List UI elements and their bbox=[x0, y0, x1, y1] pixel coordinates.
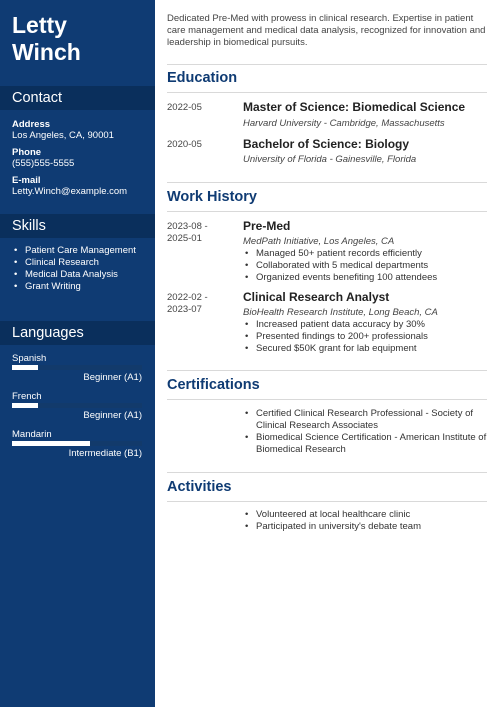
certification-item: • Biomedical Science Certification - American Institute of Biomedical Research bbox=[243, 432, 488, 456]
email-label: E-mail bbox=[12, 175, 41, 186]
job-bullet: • Increased patient data accuracy by 30% bbox=[243, 319, 488, 331]
degree-field: Biomedical Science bbox=[352, 100, 466, 114]
section-divider bbox=[167, 472, 487, 473]
section-divider bbox=[167, 211, 487, 212]
job-company: MedPath Initiative, Los Angeles, CA bbox=[243, 236, 395, 247]
skill-item: • Medical Data Analysis bbox=[12, 269, 147, 281]
skills-list bbox=[12, 245, 147, 293]
job-title: Clinical Research Analyst bbox=[243, 290, 390, 304]
languages-heading: Languages bbox=[0, 321, 155, 345]
section-divider bbox=[167, 399, 487, 400]
email-value[interactable]: Letty.Winch@example.com bbox=[12, 186, 128, 197]
section-divider bbox=[167, 182, 487, 183]
section-divider bbox=[167, 92, 487, 93]
work-date-start: 2022-02 - bbox=[167, 292, 208, 303]
education-school: Harvard University - Cambridge, Massachusetts bbox=[243, 118, 445, 129]
proficiency-fill bbox=[12, 403, 38, 408]
education-degree: Master of Science: Biomedical Science bbox=[243, 100, 466, 114]
certifications-list bbox=[243, 408, 488, 456]
activities-heading: Activities bbox=[167, 479, 232, 495]
work-date-end: 2025-01 bbox=[167, 233, 202, 244]
activity-item: • Participated in university's debate team bbox=[243, 521, 488, 533]
proficiency-fill bbox=[12, 365, 38, 370]
job-bullets bbox=[243, 319, 488, 355]
job-bullets bbox=[243, 248, 488, 284]
language-level: Beginner (A1) bbox=[83, 410, 142, 421]
job-company: BioHealth Research Institute, Long Beach, CA bbox=[243, 307, 438, 318]
language-name: Mandarin bbox=[12, 429, 52, 440]
first-name: Letty bbox=[12, 12, 67, 38]
job-bullet: • Secured $50K grant for lab equipment bbox=[243, 343, 488, 355]
candidate-name bbox=[12, 12, 81, 66]
education-heading: Education bbox=[167, 70, 238, 86]
skill-item: • Patient Care Management bbox=[12, 245, 147, 257]
skill-item: • Grant Writing bbox=[12, 281, 147, 293]
phone-value: (555)555-5555 bbox=[12, 158, 75, 169]
certifications-heading: Certifications bbox=[167, 377, 260, 393]
language-proficiency-bar bbox=[12, 403, 142, 408]
address-label: Address bbox=[12, 119, 51, 130]
language-level: Intermediate (B1) bbox=[68, 448, 142, 459]
work-date-end: 2023-07 bbox=[167, 304, 202, 315]
degree-name: Master of Science bbox=[243, 100, 346, 114]
activities-list bbox=[243, 509, 488, 533]
language-proficiency-bar bbox=[12, 441, 142, 446]
section-divider bbox=[167, 370, 487, 371]
degree-field: Biology bbox=[365, 137, 410, 151]
job-bullet: • Collaborated with 5 medical departments bbox=[243, 260, 488, 272]
education-date: 2020-05 bbox=[167, 139, 202, 150]
job-title: Pre-Med bbox=[243, 219, 291, 233]
activity-item: • Volunteered at local healthcare clinic bbox=[243, 509, 488, 521]
professional-summary: Dedicated Pre-Med with prowess in clinical research. Expertise in patient care management and medical data analysis, recognized for innovation and leadership in biomedical pursuits. bbox=[167, 13, 486, 48]
sidebar bbox=[0, 0, 155, 707]
work-date-start: 2023-08 - bbox=[167, 221, 208, 232]
education-school: University of Florida - Gainesville, Florida bbox=[243, 154, 417, 165]
language-name: French bbox=[12, 391, 42, 402]
degree-name: Bachelor of Science bbox=[243, 137, 358, 151]
section-divider bbox=[167, 64, 487, 65]
certification-item: • Certified Clinical Research Professional - Society of Clinical Research Associates bbox=[243, 408, 488, 432]
work-history-heading: Work History bbox=[167, 189, 257, 205]
main-content bbox=[155, 0, 500, 707]
education-degree: Bachelor of Science: Biology bbox=[243, 137, 410, 151]
job-bullet: • Managed 50+ patient records efficiently bbox=[243, 248, 488, 260]
proficiency-fill bbox=[12, 441, 90, 446]
job-bullet: • Organized events benefiting 100 attendees bbox=[243, 272, 488, 284]
education-date: 2022-05 bbox=[167, 102, 202, 113]
job-bullet: • Presented findings to 200+ professionals bbox=[243, 331, 488, 343]
language-name: Spanish bbox=[12, 353, 47, 364]
language-proficiency-bar bbox=[12, 365, 142, 370]
language-level: Beginner (A1) bbox=[83, 372, 142, 383]
contact-heading: Contact bbox=[0, 86, 155, 110]
section-divider bbox=[167, 501, 487, 502]
last-name: Winch bbox=[12, 39, 81, 65]
address-value: Los Angeles, CA, 90001 bbox=[12, 130, 114, 141]
skills-heading: Skills bbox=[0, 214, 155, 238]
phone-label: Phone bbox=[12, 147, 42, 158]
skill-item: • Clinical Research bbox=[12, 257, 147, 269]
